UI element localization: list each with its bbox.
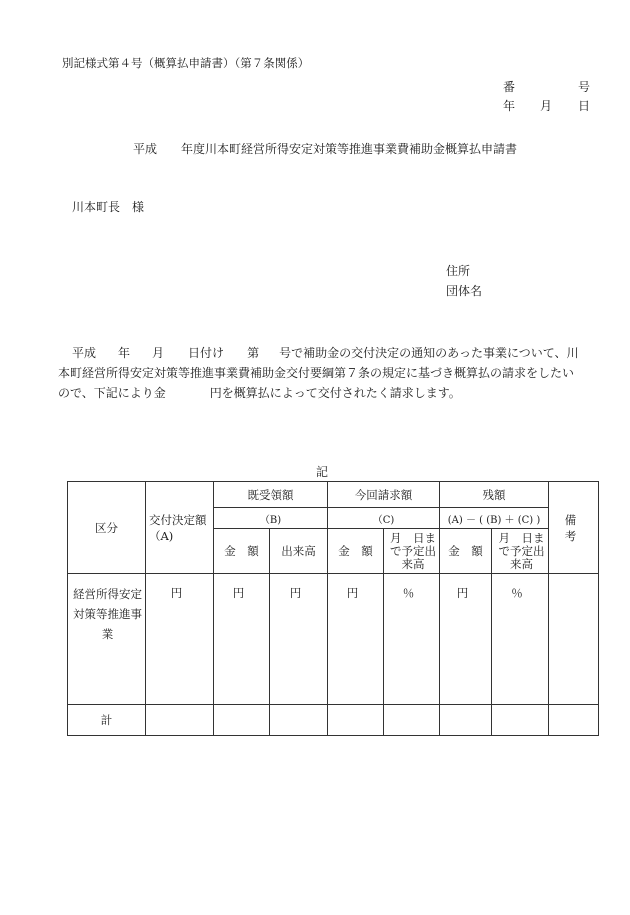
table-row <box>68 574 599 705</box>
date-year-label: 年 <box>503 99 516 113</box>
header-grant-decision <box>146 482 214 574</box>
body-line-1-rest: 号で補助金の交付決定の通知のあった事業について、川 <box>279 346 579 360</box>
header-remarks: 備考 <box>549 482 599 574</box>
planned-line3: 来高 <box>401 556 425 571</box>
header-category: 区分 <box>68 482 146 574</box>
row-category: 経営所得安定対策等推進事業 <box>68 574 146 705</box>
header-current-c: （C) <box>328 508 440 529</box>
document-number-suffix: 号 <box>578 80 591 94</box>
sub-balance-amount: 金 額 <box>440 529 492 574</box>
sub-current-planned <box>384 529 440 574</box>
address-label: 住所 <box>446 264 471 278</box>
total-cell <box>492 705 549 736</box>
body-line-1 <box>58 343 598 363</box>
body-dated: 日付け <box>188 346 225 360</box>
planned-line1: 月 日ま <box>390 530 436 545</box>
header-received: 既受領額 <box>214 482 328 508</box>
title-era: 平成 <box>133 142 158 156</box>
total-cell <box>328 705 384 736</box>
date-day-label: 日 <box>578 99 591 113</box>
total-cell <box>214 705 270 736</box>
request-body-text <box>58 343 598 403</box>
total-cell <box>440 705 492 736</box>
body-year: 年 <box>118 346 131 360</box>
planned-line2: で予定出 <box>498 543 545 558</box>
cell-current-amount: 円 <box>328 574 384 705</box>
addressee: 川本町長 様 <box>72 200 145 214</box>
body-line-2: 本町経営所得安定対策等推進事業費補助金交付要綱第７条の規定に基づき概算払の請求をしたい <box>58 366 575 380</box>
total-cell <box>549 705 599 736</box>
total-cell <box>384 705 440 736</box>
header-balance-formula: (A) － ( (B) ＋ (C) ) <box>440 508 549 529</box>
form-number: 別記様式第４号（概算払申請書）（第７条関係） <box>62 56 310 70</box>
cell-grant-decision: 円 <box>146 574 214 705</box>
planned-line1: 月 日ま <box>498 530 545 545</box>
cell-received-amount: 円 <box>214 574 270 705</box>
planned-line2: で予定出 <box>390 543 436 558</box>
date-month-label: 月 <box>540 99 553 113</box>
cell-current-planned: ％ <box>384 574 440 705</box>
cell-balance-amount: 円 <box>440 574 492 705</box>
total-cell <box>146 705 214 736</box>
header-grant-decision-line2: （A) <box>149 528 174 543</box>
header-grant-decision-line1: 交付決定額 <box>149 512 207 527</box>
header-received-b: （B) <box>214 508 328 529</box>
ki-heading: 記 <box>316 465 329 479</box>
total-cell <box>270 705 328 736</box>
body-line-3: ので、下記により金 円を概算払によって交付されたく請求します。 <box>58 386 461 400</box>
document-title: 年度川本町経営所得安定対策等推進事業費補助金概算払申請書 <box>181 142 518 156</box>
cell-remarks <box>549 574 599 705</box>
body-era: 平成 <box>72 346 97 360</box>
sub-received-amount: 金 額 <box>214 529 270 574</box>
cell-balance-planned: ％ <box>492 574 549 705</box>
planned-line3: 来高 <box>510 556 533 571</box>
body-dai: 第 <box>247 346 260 360</box>
sub-balance-planned <box>492 529 549 574</box>
document-number-label: 番 <box>503 80 516 94</box>
total-row <box>68 705 599 736</box>
cell-received-completion: 円 <box>270 574 328 705</box>
header-current: 今回請求額 <box>328 482 440 508</box>
sub-received-completion: 出来高 <box>270 529 328 574</box>
header-balance: 残額 <box>440 482 549 508</box>
sub-current-amount: 金 額 <box>328 529 384 574</box>
request-table <box>67 481 599 736</box>
total-label: 計 <box>68 705 146 736</box>
organization-label: 団体名 <box>446 284 483 298</box>
body-month: 月 <box>152 346 165 360</box>
